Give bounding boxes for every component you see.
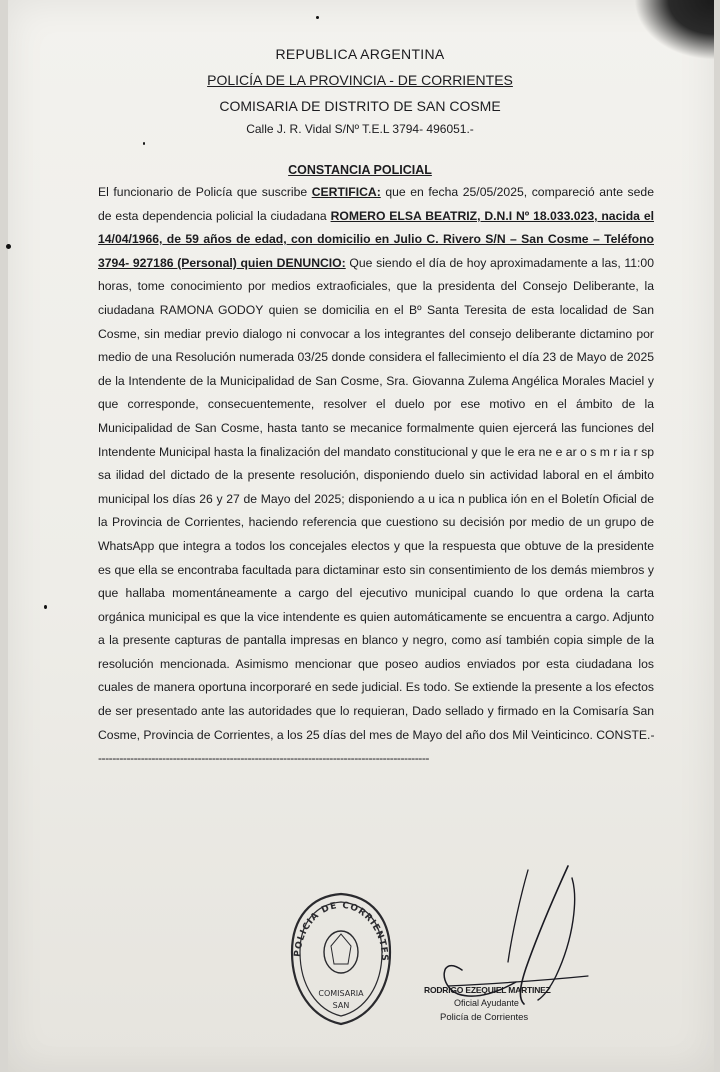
scan-speck (316, 16, 319, 19)
complainant-id: ROMERO ELSA BEATRIZ, D.N.I Nº 18.033.023, nacida el 14/04/1966, (98, 208, 654, 247)
signatory-name: RODRIGO EZEQUIEL MARTINEZ (424, 985, 551, 995)
signatory-role: Oficial Ayudante (454, 998, 519, 1008)
document-body (98, 181, 654, 771)
official-stamp (286, 890, 396, 1028)
header-police (0, 72, 720, 88)
stamp-bottom-text: COMISARIA (318, 989, 364, 998)
document-title: CONSTANCIA POLICIAL (288, 163, 432, 177)
body-date: que en fecha 25/05/2025, compareció ante sede de esta dependencia policial la ciudadana (98, 185, 654, 223)
complainant-details: de 59 años de edad, con domicilio en Julio C. Rivero S/N – San Cosme – Teléfono 3794- 927186 (Personal) quien DENUNCIO: (98, 232, 654, 270)
body-statement: Que siendo el día de hoy aproximadamente a las, 11:00 horas, tome conocimiento por medios extraoficiales, que la presidenta del Consejo Deliberante, la ciudadana RAMONA GODOY quien se domicilia en el Bº Santa Teresita de esta localidad de San Cosme, sin mediar previo dialogo ni convocar a los integrantes del consejo deliberante dictamino por medio de una Resolución numerada 03/25 donde considera el fallecimiento el día 23 de Mayo de 2025 de la Intendente de la Municipalidad de San Cosme, Sra. Giovanna Zulema Angélica Morales Maciel y que corresponde, consecuentemente, resolver el duelo por ese motivo en el ámbito de la Municipalidad de San Cosme, hasta tanto se mecanice formalmente quien ejercerá las funciones del Intendente Municipal hasta la finalización del mandato constitucional y que le era ne e ar o s m r ia r sp sa ilidad del dictado de la presente resolución, disponiendo duelo sin actividad laboral en el ámbito municipal los días 26 y 27 de Mayo del 2025; disponiendo a u ica n publica ión en el Boletín Oficial de la Provincia de Corrientes, haciendo referencia que cuestiono su decisión por medio de un grupo de WhatsApp que integra a todos los concejales electos y que la respuesta que obtuve de la presidente es que ella se encontraba facultada para dictaminar esto sin consentimiento de los demás miembros y que hallaba momentáneamente a cargo del ejecutivo municipal cuando lo que ordena la carta orgánica municipal es que la vice intendente es quien automáticamente se encuentra a cargo. Adjunto a la presente capturas de pantalla impresas en blanco y negro, como así también copia simple de la resolución mencionada. Asimismo mencionar que poseo audios enviados por esta ciudadana los cuales de manera oportuna incorporaré en sede judicial. Es todo. Se extiende la presente a los efectos de ser presentado ante las autoridades que lo requieran, Dado sellado y firmado en la Comisaría San Cosme, Provincia de Corrientes, a los 25 días del mes de Mayo del año dos Mil Veinticinco. CONSTE. (98, 255, 654, 742)
scan-speck (6, 244, 11, 249)
closing-dashes: ---------------------------------------------------------------------------------------------- (98, 727, 654, 766)
stamp-top-text: POLICIA DE CORRIENTES (292, 900, 390, 962)
certifica-label: CERTIFICA: (311, 185, 381, 199)
header-address: Calle J. R. Vidal S/Nº T.E.L 3794- 496051.- (246, 122, 474, 136)
signatory-organization: Policía de Corrientes (440, 1012, 529, 1023)
header-police-text: POLICÍA DE LA PROVINCIA - DE CORRIENTES (207, 72, 513, 88)
header-country: REPUBLICA ARGENTINA (275, 46, 445, 62)
scan-speck (143, 142, 145, 145)
stamp-bottom-text-2: SAN (332, 1001, 350, 1010)
header-station: COMISARIA DE DISTRITO DE SAN COSME (219, 98, 501, 114)
body-intro: El funcionario de Policía que suscribe (98, 185, 312, 199)
scan-speck (44, 605, 47, 609)
